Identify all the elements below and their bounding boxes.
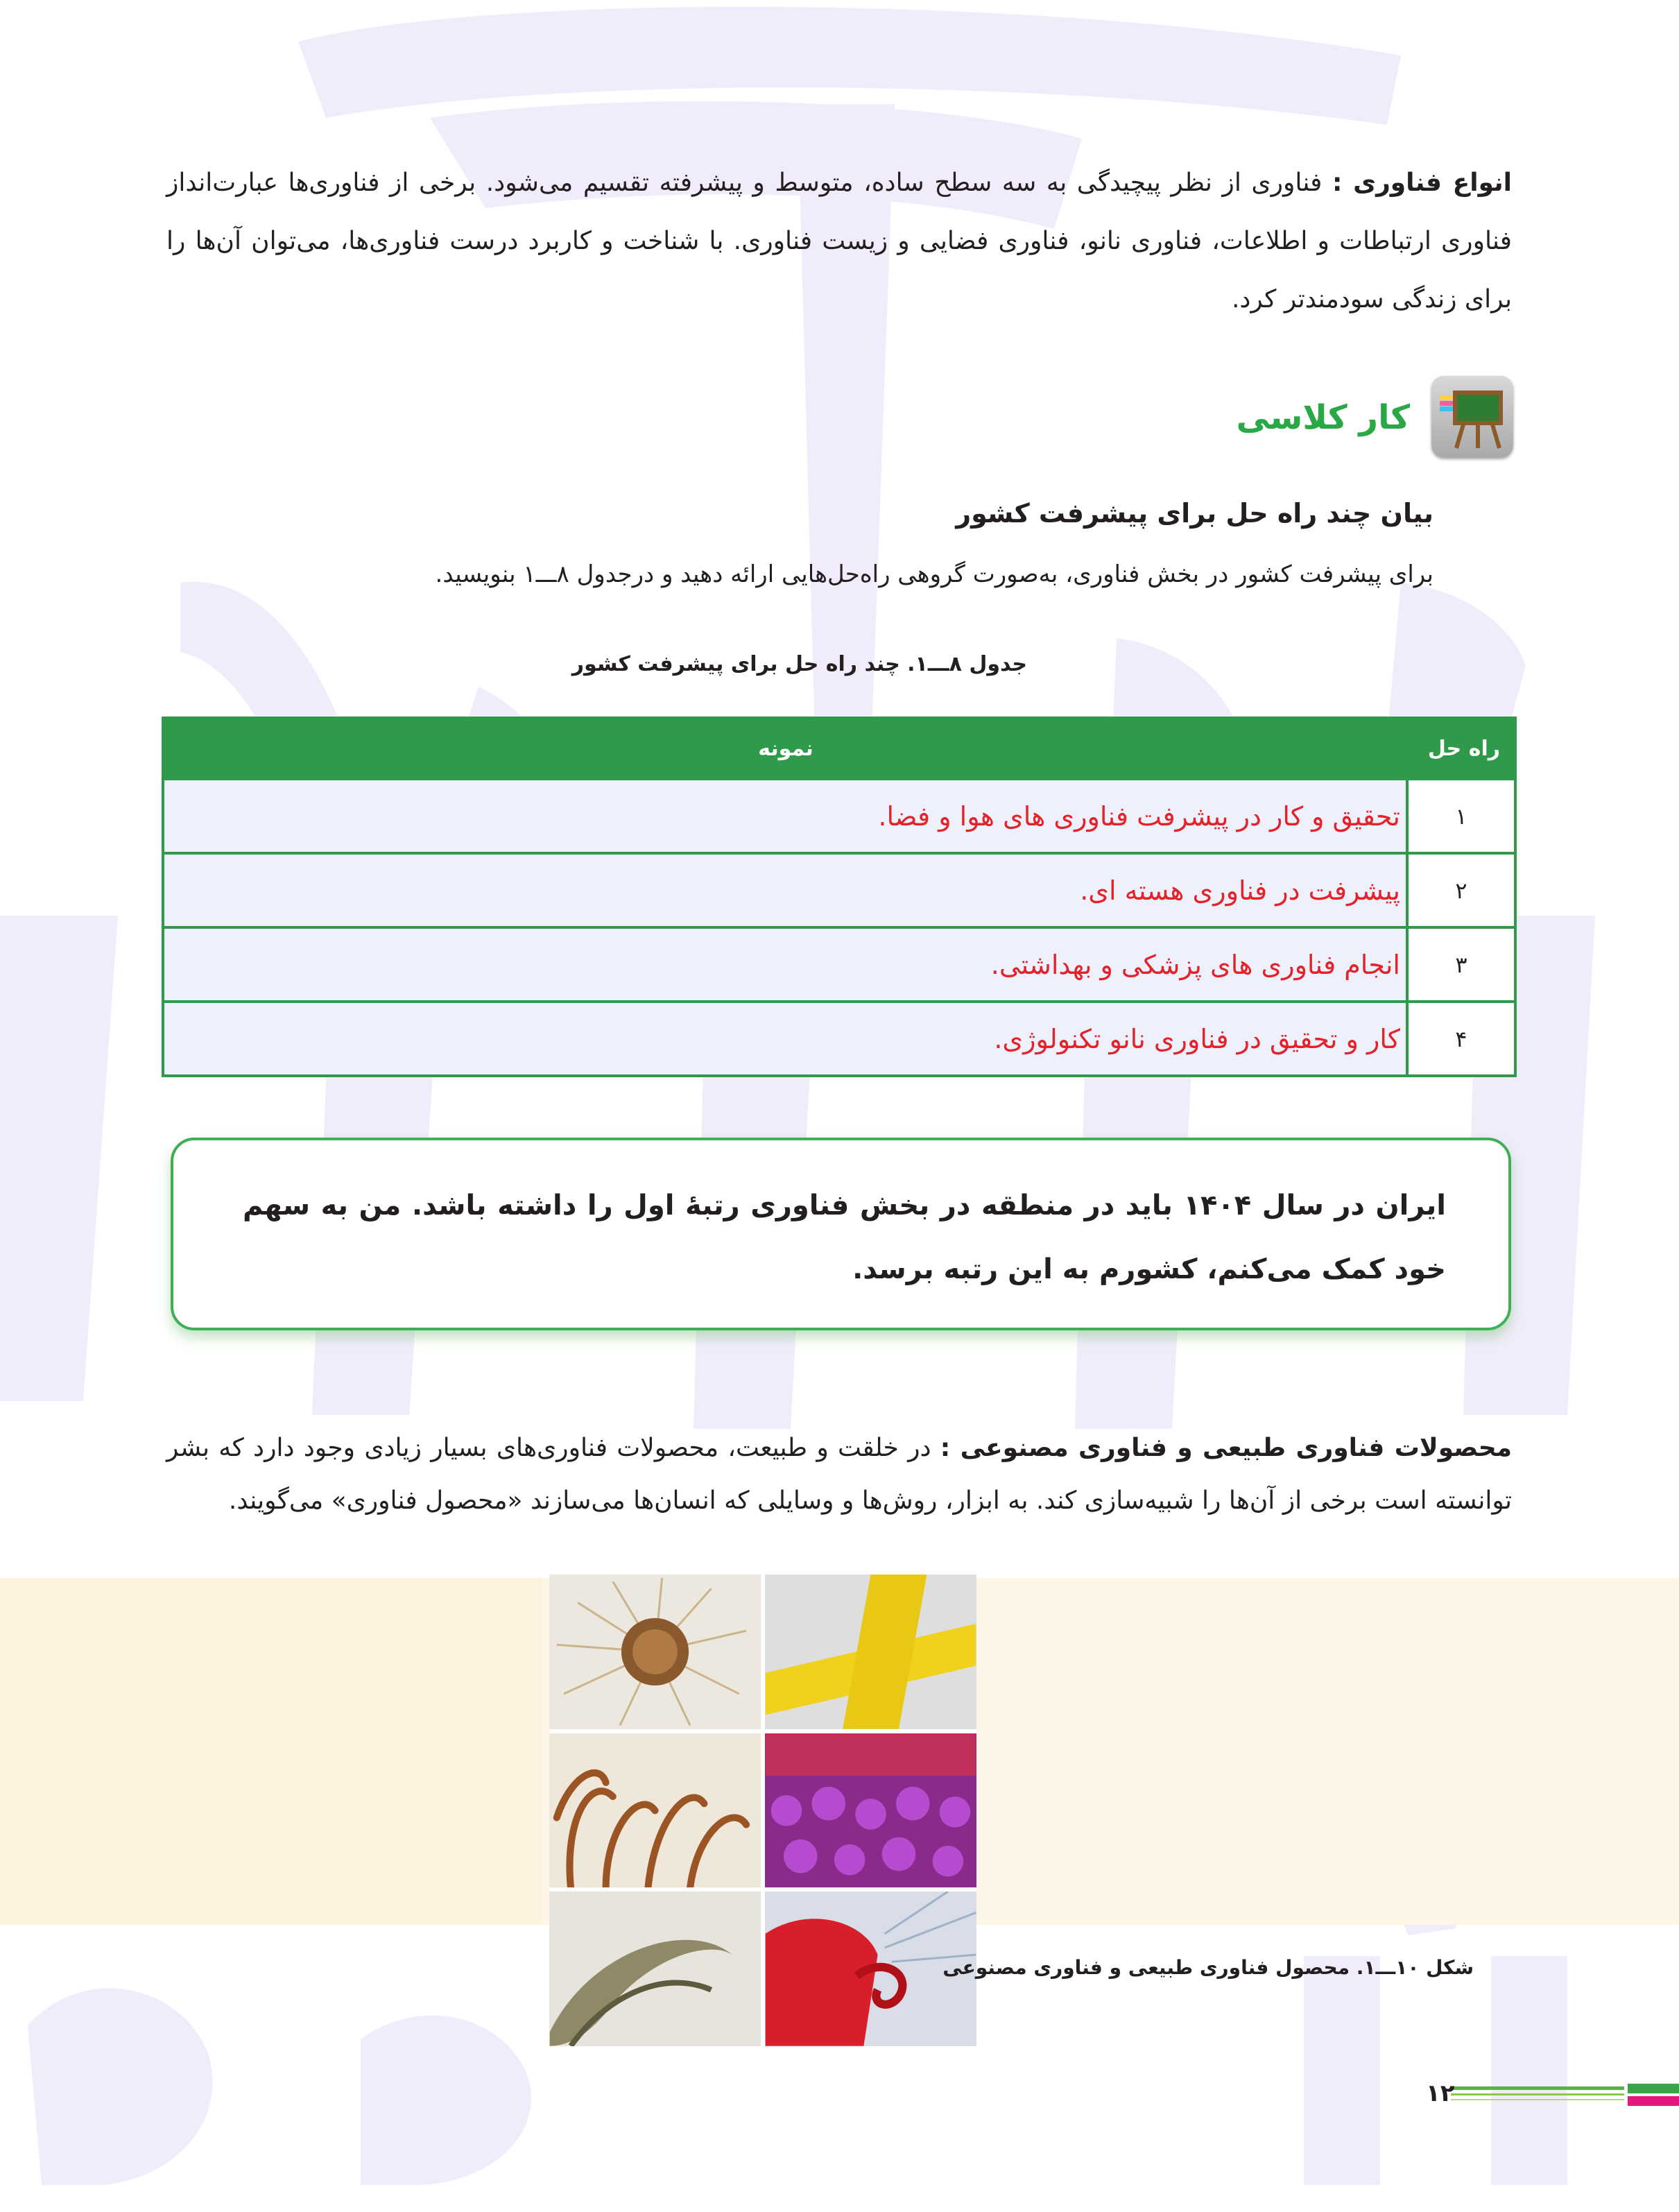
products-figure (549, 1575, 976, 2046)
row-number: ۱ (1407, 779, 1515, 853)
header-solution: راه حل (1407, 718, 1515, 779)
figure-thistle-seed (549, 1575, 761, 1729)
products-paragraph (166, 1422, 1512, 1527)
table-row (163, 853, 1515, 927)
easel-icon (1431, 376, 1513, 458)
row-answer[interactable]: پیشرفت در فناوری هسته ای. (163, 853, 1407, 927)
row-number: ۳ (1407, 927, 1515, 1002)
table-row (163, 927, 1515, 1002)
class-work-title: کار کلاسی (1236, 398, 1410, 437)
figure-velcro-strap (765, 1575, 976, 1729)
figure-caption: شکل ۱۰ـــ۱. محصول فناوری طبیعی و فناوری مصنوعی (942, 1956, 1474, 1979)
class-work-instruction: برای پیشرفت کشور در بخش فناوری، به‌صورت گروهی راه‌حل‌هایی ارائه دهید و درجدول ۸ـــ۱ بنویسید. (435, 560, 1433, 588)
page-number: ۱۲ (1426, 2080, 1455, 2107)
figure-loops-fabric (765, 1733, 976, 1888)
table-row (163, 1002, 1515, 1076)
row-answer[interactable]: کار و تحقیق در فناوری نانو تکنولوژی. (163, 1002, 1407, 1076)
header-example: نمونه (163, 718, 1407, 779)
products-text: در خلقت و طبیعت، محصولات فناوری‌های بسیار زیادی وجود دارد که بشر توانسته است برخی از آن‌ها را شبیه‌سازی کند. به ابزار، روش‌ها و وسایلی که انسان‌ها می‌سازند «محصول فناوری» می‌گویند. (166, 1434, 1512, 1515)
row-number: ۲ (1407, 853, 1515, 927)
table-caption: جدول ۸ـــ۱. چند راه حل برای پیشرفت کشور (571, 652, 1027, 676)
figure-hook-closeup (549, 1892, 761, 2046)
class-work-heading: بیان چند راه حل برای پیشرفت کشور (956, 498, 1433, 529)
table-row (163, 779, 1515, 853)
solutions-table (162, 717, 1517, 1077)
row-answer[interactable]: تحقیق و کار در پیشرفت فناوری های هوا و فضا. (163, 779, 1407, 853)
figure-hooks-natural (549, 1733, 761, 1888)
callout-box (171, 1138, 1511, 1330)
row-number: ۴ (1407, 1002, 1515, 1076)
callout-text: ایران در سال ۱۴۰۴ باید در منطقه در بخش فناوری رتبهٔ اول را داشته باشد. من به سهم خود کمک می‌کنم، کشورم به این رتبه برسد. (243, 1190, 1446, 1285)
table-header-row (163, 718, 1515, 779)
intro-text: فناوری از نظر پیچیدگی به سه سطح ساده، متوسط و پیشرفته تقسیم می‌شود. برخی از فناوری‌ها عبارت‌انداز فناوری ارتباطات و اطلاعات، فناوری نانو، فناوری فضایی و زیست فناوری. با شناخت و کاربرد درست فناوری‌ها، می‌توان آن‌ها را برای زندگی سودمندتر کرد. (166, 169, 1512, 314)
products-term: محصولات فناوری طبیعی و فناوری مصنوعی : (940, 1434, 1512, 1462)
footer-stripes (1451, 2084, 1679, 2109)
intro-term: انواع فناوری : (1332, 169, 1512, 197)
intro-paragraph (166, 154, 1512, 329)
row-answer[interactable]: انجام فناوری های پزشکی و بهداشتی. (163, 927, 1407, 1002)
